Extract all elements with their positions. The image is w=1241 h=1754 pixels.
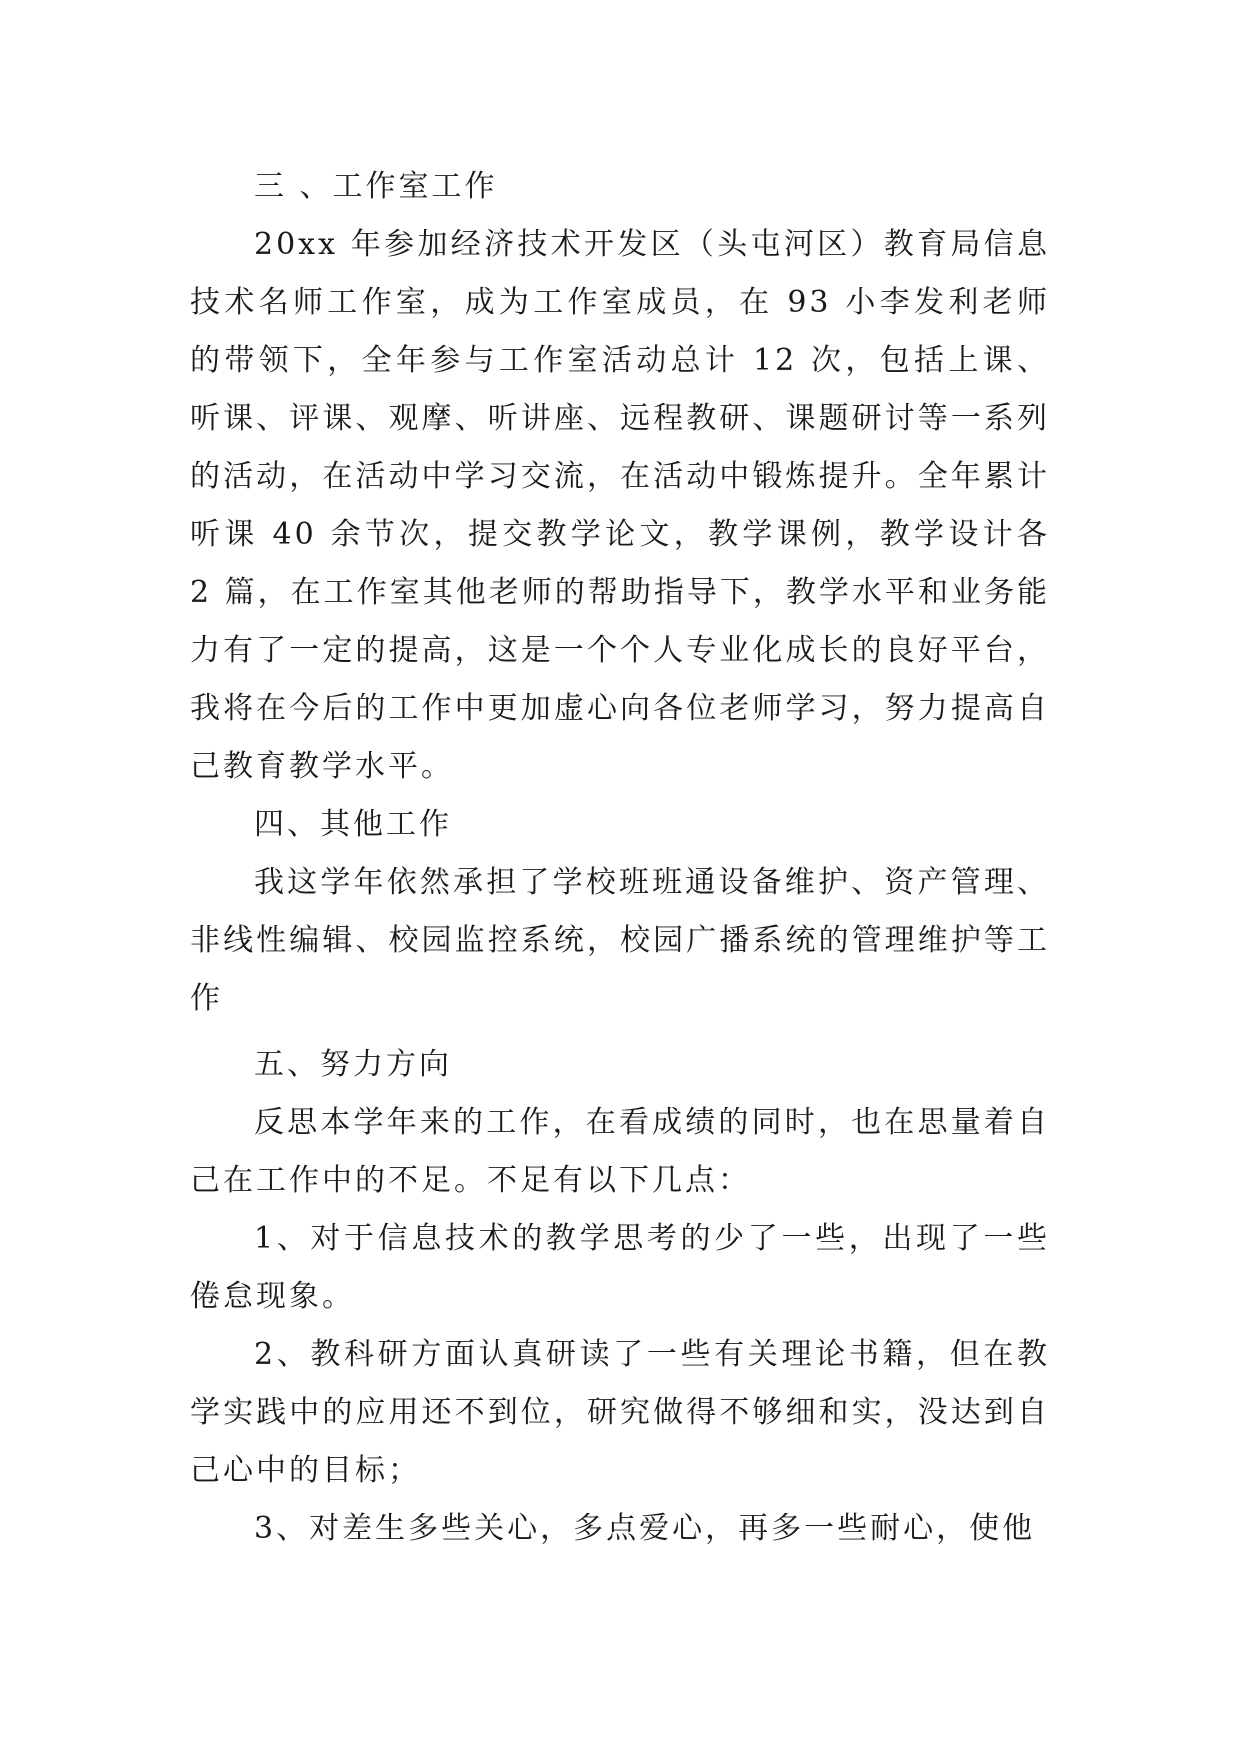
list-item: 2、教科研方面认真研读了一些有关理论书籍，但在教学实践中的应用还不到位，研究做得不够细和实，没达到自己心中的目标； bbox=[190, 1337, 1050, 1488]
section-5-intro: 反思本学年来的工作，在看成绩的同时，也在思量着自己在工作中的不足。不足有以下几点： bbox=[190, 1105, 1050, 1198]
document-page bbox=[190, 158, 1050, 1558]
section-heading-3: 三 、工作室工作 bbox=[254, 169, 498, 204]
section-heading-5: 五、努力方向 bbox=[254, 1047, 452, 1082]
section-4-paragraph: 我这学年依然承担了学校班班通设备维护、资产管理、非线性编辑、校园监控系统，校园广播系统的管理维护等工作 bbox=[190, 865, 1050, 1016]
list-item: 3、对差生多些关心，多点爱心，再多一些耐心，使他 bbox=[254, 1511, 1036, 1546]
list-item: 1、对于信息技术的教学思考的少了一些，出现了一些倦怠现象。 bbox=[190, 1221, 1050, 1314]
section-heading-4: 四、其他工作 bbox=[254, 807, 452, 842]
section-3-paragraph: 20xx 年参加经济技术开发区（头屯河区）教育局信息技术名师工作室，成为工作室成员，在 93 小李发利老师的带领下，全年参与工作室活动总计 12 次，包括上课、听课、评课、观摩、听讲座、远程教研、课题研讨等一系列的活动，在活动中学习交流，在活动中锻炼提升。全年累计听课 40 余节次，提交教学论文，教学课例，教学设计各 2 篇，在工作室其他老师的帮助指导下，教学水平和业务能力有了一定的提高，这是一个个人专业化成长的良好平台，我将在今后的工作中更加虚心向各位老师学习，努力提高自己教育教学水平。 bbox=[190, 227, 1050, 784]
